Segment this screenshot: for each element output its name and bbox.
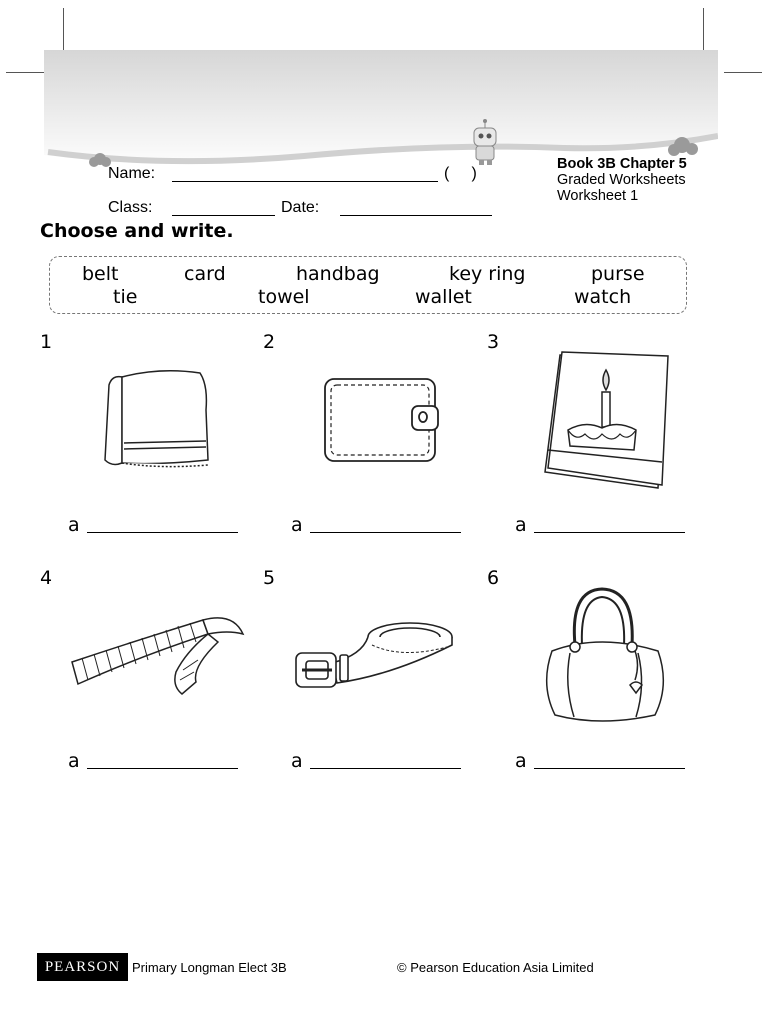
word-bank-item: tie bbox=[113, 286, 138, 308]
answer-field[interactable] bbox=[87, 532, 238, 533]
book-chapter: Book 3B Chapter 5 bbox=[557, 156, 687, 172]
answer-article: a bbox=[68, 514, 80, 536]
date-field[interactable] bbox=[340, 215, 492, 216]
class-number-parens: ( ) bbox=[444, 165, 477, 182]
instruction: Choose and write. bbox=[40, 220, 234, 242]
answer-field[interactable] bbox=[534, 532, 685, 533]
question-number: 4 bbox=[40, 567, 53, 589]
word-bank-item: handbag bbox=[296, 263, 380, 285]
name-field[interactable] bbox=[172, 181, 438, 182]
word-bank-item: towel bbox=[258, 286, 310, 308]
answer-article: a bbox=[291, 750, 303, 772]
answer-article: a bbox=[291, 514, 303, 536]
handbag-icon bbox=[540, 585, 670, 725]
word-bank-item: key ring bbox=[449, 263, 526, 285]
answer-field[interactable] bbox=[534, 768, 685, 769]
answer-field[interactable] bbox=[310, 768, 461, 769]
answer-article: a bbox=[515, 750, 527, 772]
copyright: © Pearson Education Asia Limited bbox=[397, 960, 594, 975]
answer-field[interactable] bbox=[87, 768, 238, 769]
belt-icon bbox=[292, 615, 457, 695]
graded-worksheets: Graded Worksheets bbox=[557, 172, 686, 188]
question-number: 1 bbox=[40, 331, 53, 353]
crop-mark bbox=[703, 8, 704, 50]
card-icon bbox=[540, 350, 670, 490]
word-bank-item: belt bbox=[82, 263, 119, 285]
class-field[interactable] bbox=[172, 215, 275, 216]
date-label: Date: bbox=[281, 199, 320, 216]
tie-icon bbox=[68, 612, 248, 698]
robot-icon bbox=[474, 119, 496, 165]
question-number: 2 bbox=[263, 331, 276, 353]
wallet-icon bbox=[322, 374, 442, 466]
towel-icon bbox=[100, 365, 215, 473]
answer-article: a bbox=[68, 750, 80, 772]
question-number: 3 bbox=[487, 331, 500, 353]
worksheet-number: Worksheet 1 bbox=[557, 188, 639, 204]
series-name: Primary Longman Elect 3B bbox=[132, 960, 287, 975]
question-number: 6 bbox=[487, 567, 500, 589]
book-info bbox=[557, 156, 687, 204]
crop-mark bbox=[6, 72, 44, 73]
crop-mark bbox=[724, 72, 762, 73]
answer-field[interactable] bbox=[310, 532, 461, 533]
crop-mark bbox=[63, 8, 64, 50]
word-bank-item: watch bbox=[574, 286, 632, 308]
class-label: Class: bbox=[108, 199, 153, 216]
question-number: 5 bbox=[263, 567, 276, 589]
publisher-logo: PEARSON bbox=[37, 953, 128, 981]
word-bank-item: purse bbox=[591, 263, 645, 285]
answer-article: a bbox=[515, 514, 527, 536]
name-label: Name: bbox=[108, 165, 156, 182]
word-bank-item: card bbox=[184, 263, 226, 285]
word-bank-item: wallet bbox=[415, 286, 472, 308]
